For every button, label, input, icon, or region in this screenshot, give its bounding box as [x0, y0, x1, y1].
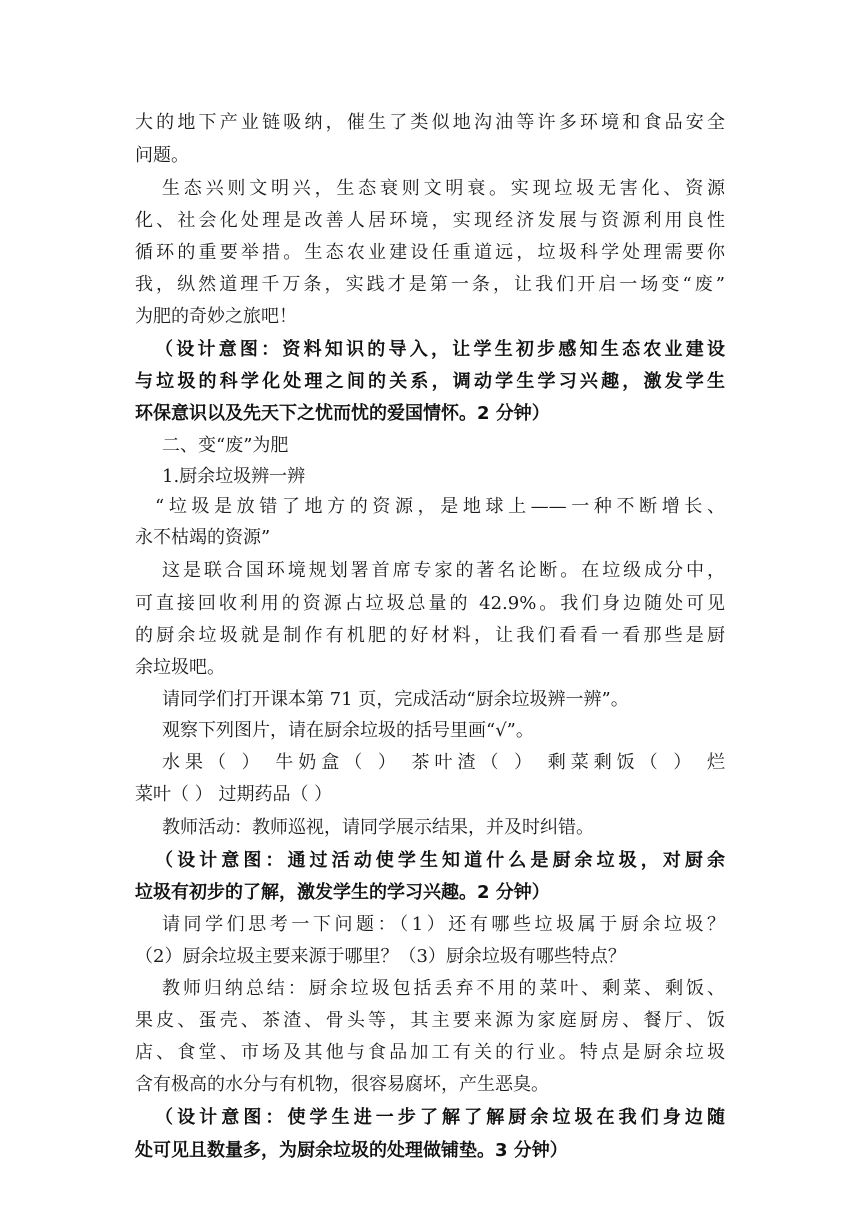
summary-line: 果皮、蛋壳、茶渣、骨头等，其主要来源为家庭厨房、餐厅、饭 — [135, 1010, 725, 1031]
instruction-line: 请同学们打开课本第 71 页，完成活动“厨余垃圾辨一辨”。 — [162, 689, 629, 710]
instruction-line: 观察下列图片，请在厨余垃圾的括号里画“√”。 — [162, 720, 534, 741]
body-text-line: 化、社会化处理是改善人居环境，实现经济发展与资源利用良性 — [135, 210, 725, 231]
question-line: 请同学们思考一下问题：（1）还有哪些垃圾属于厨余垃圾？ — [162, 914, 725, 935]
activity-options-line: 菜叶（ ） 过期药品（ ） — [135, 784, 333, 805]
question-line: （2）厨余垃圾主要来源于哪里？（3）厨余垃圾有哪些特点？ — [135, 946, 626, 967]
teacher-activity-line: 教师活动：教师巡视，请同学展示结果，并及时纠错。 — [162, 817, 594, 838]
design-intent-line: 与垃圾的科学化处理之间的关系，调动学生学习兴趣，激发学生 — [135, 371, 725, 392]
design-intent-line: （设计意图：通过活动使学生知道什么是厨余垃圾，对厨余 — [155, 850, 725, 871]
summary-line: 教师归纳总结：厨余垃圾包括丢弃不用的菜叶、剩菜、剩饭、 — [162, 978, 725, 999]
body-text-line: 问题。 — [135, 145, 189, 166]
body-text-line: 我，纵然道理千万条，实践才是第一条，让我们开启一场变“废” — [135, 274, 725, 295]
design-intent-line: 垃圾有初步的了解，激发学生的学习兴趣。2 分钟） — [135, 882, 550, 903]
body-text-line: 这是联合国环境规划署首席专家的著名论断。在垃级成分中， — [162, 560, 725, 581]
summary-line: 店、食堂、市场及其他与食品加工有关的行业。特点是厨余垃圾 — [135, 1042, 725, 1063]
body-text-line: 生态兴则文明兴，生态衰则文明衰。实现垃圾无害化、资源 — [162, 178, 725, 199]
design-intent-line: 处可见且数量多，为厨余垃圾的处理做铺垫。3 分钟） — [135, 1140, 568, 1161]
body-text-line: 可直接回收利用的资源占垃圾总量的 42.9%。我们身边随处可见 — [135, 593, 725, 614]
body-text-line: 循环的重要举措。生态农业建设任重道远，垃圾科学处理需要你 — [135, 242, 725, 263]
body-text-line: 的厨余垃圾就是制作有机肥的好材料，让我们看看一看那些是厨 — [135, 625, 725, 646]
quote-line: 永不枯竭的资源” — [135, 527, 271, 548]
design-intent-line: 环保意识以及先天下之忧而忧的爱国情怀。2 分钟） — [135, 403, 550, 424]
subsection-heading: 1.厨余垃圾辨一辨 — [162, 466, 306, 487]
design-intent-line: （设计意图：资料知识的导入，让学生初步感知生态农业建设 — [155, 339, 725, 360]
activity-options-line: 水果（ ） 牛奶盒（ ） 茶叶渣（ ） 剩菜剩饭（ ） 烂 — [162, 752, 725, 773]
summary-line: 含有极高的水分与有机物，很容易腐坏，产生恶臭。 — [135, 1074, 549, 1095]
body-text-line: 余垃圾吧。 — [135, 657, 225, 678]
body-text-line: 为肥的奇妙之旅吧！ — [135, 306, 297, 327]
quote-line: “垃圾是放错了地方的资源，是地球上——一种不断增长、 — [155, 496, 725, 517]
design-intent-line: （设计意图：使学生进一步了解了解厨余垃圾在我们身边随 — [155, 1107, 725, 1128]
body-text-line: 大的地下产业链吸纳，催生了类似地沟油等许多环境和食品安全 — [135, 112, 725, 133]
section-heading: 二、变“废”为肥 — [162, 435, 289, 456]
